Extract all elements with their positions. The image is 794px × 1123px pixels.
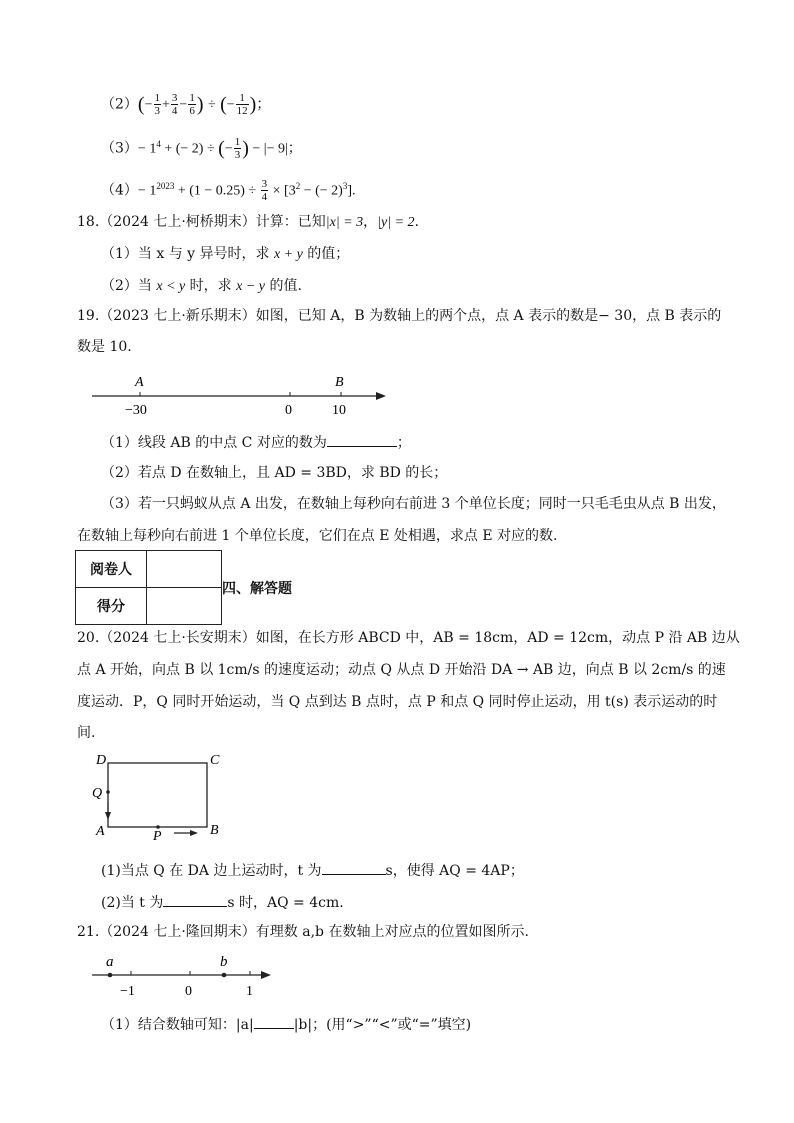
problem-18-part-1: （1）当 x 与 y 异号时，求 x + y 的值； — [101, 246, 350, 262]
answer-blank[interactable] — [163, 892, 227, 907]
arrow-q-head — [105, 812, 111, 820]
problem-20-part-1: (1)当点 Q 在 DA 边上运动时，t 为 s，使得 AQ = 4AP； — [101, 860, 524, 881]
point-label-b: b — [220, 954, 228, 970]
fraction: $\frac{1}{3}$ — [234, 136, 241, 162]
point-a — [108, 973, 113, 978]
problem-19-part-3-line2: 在数轴上每秒向右前进 1 个单位长度，它们在点 E 处相遇，求点 E 对应的数. — [77, 528, 558, 544]
score-label: 得分 — [76, 588, 147, 625]
fraction: $\frac{3}{4}$ — [171, 92, 178, 117]
axis-arrow — [261, 971, 271, 979]
vertex-label-b: B — [210, 823, 219, 838]
problem-17-part-2: （2）(− $\frac{1}{3}$ + $\frac{3}{4}$ − $\frac{1}{6}$ ) ÷ (− $\frac{1}{12}$ )； — [101, 92, 271, 117]
problem-21-stem: 21.（2024 七上·隆回期末）有理数 a,b 在数轴上对应点的位置如图所示. — [77, 924, 529, 940]
fraction: $\frac{1}{3}$ — [154, 92, 160, 117]
tick-label: 1 — [246, 984, 253, 999]
number-line-figure-19 — [88, 370, 398, 420]
vertex-label-c: C — [210, 753, 220, 768]
vertex-label-a: A — [96, 824, 105, 839]
problem-17-part-4: $(4)- 1^{2023} + (1 - 0.25)$ ÷ $\frac{3}{4}$ × [$3^2$ − (− 2)$^3$]. — [101, 178, 356, 204]
vertex-label-d: D — [96, 753, 107, 768]
problem-19-part-1: （1）线段 AB 的中点 C 对应的数为 ； — [101, 432, 411, 453]
fraction: $\frac{1}{6}$ — [189, 92, 195, 117]
number-line-figure-21 — [88, 950, 283, 1000]
problem-19-stem-line1: 19.（2023 七上·新乐期末）如图，已知 A，B 为数轴上的两个点，点 A 表示的数是− 30，点 B 表示的 — [77, 308, 722, 324]
section-heading: 四、解答题 — [222, 581, 292, 597]
problem-18-part-2: （2）当 x < y 时，求 x − y 的值. — [101, 278, 302, 294]
problem-17-part-3: $(3)- 1^4$ + (− 2) ÷ (− $\frac{1}{3}$ ) − |− 9|； — [101, 136, 302, 162]
point-label-q: Q — [92, 786, 103, 801]
fraction: $\frac{3}{4}$ — [261, 178, 268, 204]
arrow-p-head — [190, 830, 198, 836]
reviewer-label: 阅卷人 — [76, 551, 147, 588]
point-label-b: B — [335, 375, 344, 390]
fraction: $\frac{1}{12}$ — [236, 92, 248, 117]
problem-18-stem: 18.（2024 七上·柯桥期末）计算：已知|x| = 3，|y| = 2. — [77, 214, 419, 230]
problem-20-stem-line3: 度运动．P，Q 同时开始运动，当 Q 点到达 B 点时，点 P 和点 Q 同时停止运动，用 t(s) 表示运动的时 — [77, 694, 718, 710]
point-b — [222, 973, 227, 978]
tick-label: 0 — [185, 984, 192, 999]
score-cell[interactable] — [147, 588, 222, 625]
answer-blank[interactable] — [327, 432, 397, 447]
problem-19-part-3-line1: （3）若一只蚂蚁从点 A 出发，在数轴上每秒向右前进 3 个单位长度；同时一只毛毛虫从点 B 出发， — [101, 496, 726, 512]
axis-arrow — [376, 392, 386, 400]
problem-20-part-2: (2)当 t 为 s 时，AQ = 4cm. — [101, 892, 344, 913]
problem-20-stem-line2: 点 A 开始，向点 B 以 1cm/s 的速度运动；动点 Q 从点 D 开始沿 DA → AB 边，向点 B 以 2cm/s 的速 — [77, 662, 726, 678]
answer-blank[interactable] — [254, 1014, 294, 1029]
tick-label: 0 — [285, 403, 292, 418]
rectangle-abcd — [108, 763, 207, 827]
problem-20-stem-line4: 间. — [77, 725, 96, 741]
answer-blank[interactable] — [322, 860, 386, 875]
point-label-a: A — [135, 375, 144, 390]
problem-20-stem-line1: 20.（2024 七上·长安期末）如图，在长方形 ABCD 中，AB = 18cm，AD = 12cm，动点 P 沿 AB 边从 — [77, 630, 740, 646]
score-table — [75, 550, 222, 625]
problem-19-stem-line2: 数是 10. — [77, 339, 132, 355]
reviewer-cell[interactable] — [147, 551, 222, 588]
tick-label: 10 — [332, 403, 346, 418]
tick-label: −30 — [125, 403, 147, 418]
point-q — [106, 790, 110, 794]
point-label-p: P — [153, 829, 162, 844]
tick-label: −1 — [120, 984, 135, 999]
problem-21-part-1: （1）结合数轴可知：|a| |b|；(用“>”“<”或“=”填空) — [101, 1014, 471, 1035]
problem-19-part-2: （2）若点 D 在数轴上，且 AD = 3BD，求 BD 的长； — [101, 465, 448, 481]
point-label-a: a — [106, 954, 114, 970]
rectangle-figure-20 — [88, 750, 228, 845]
